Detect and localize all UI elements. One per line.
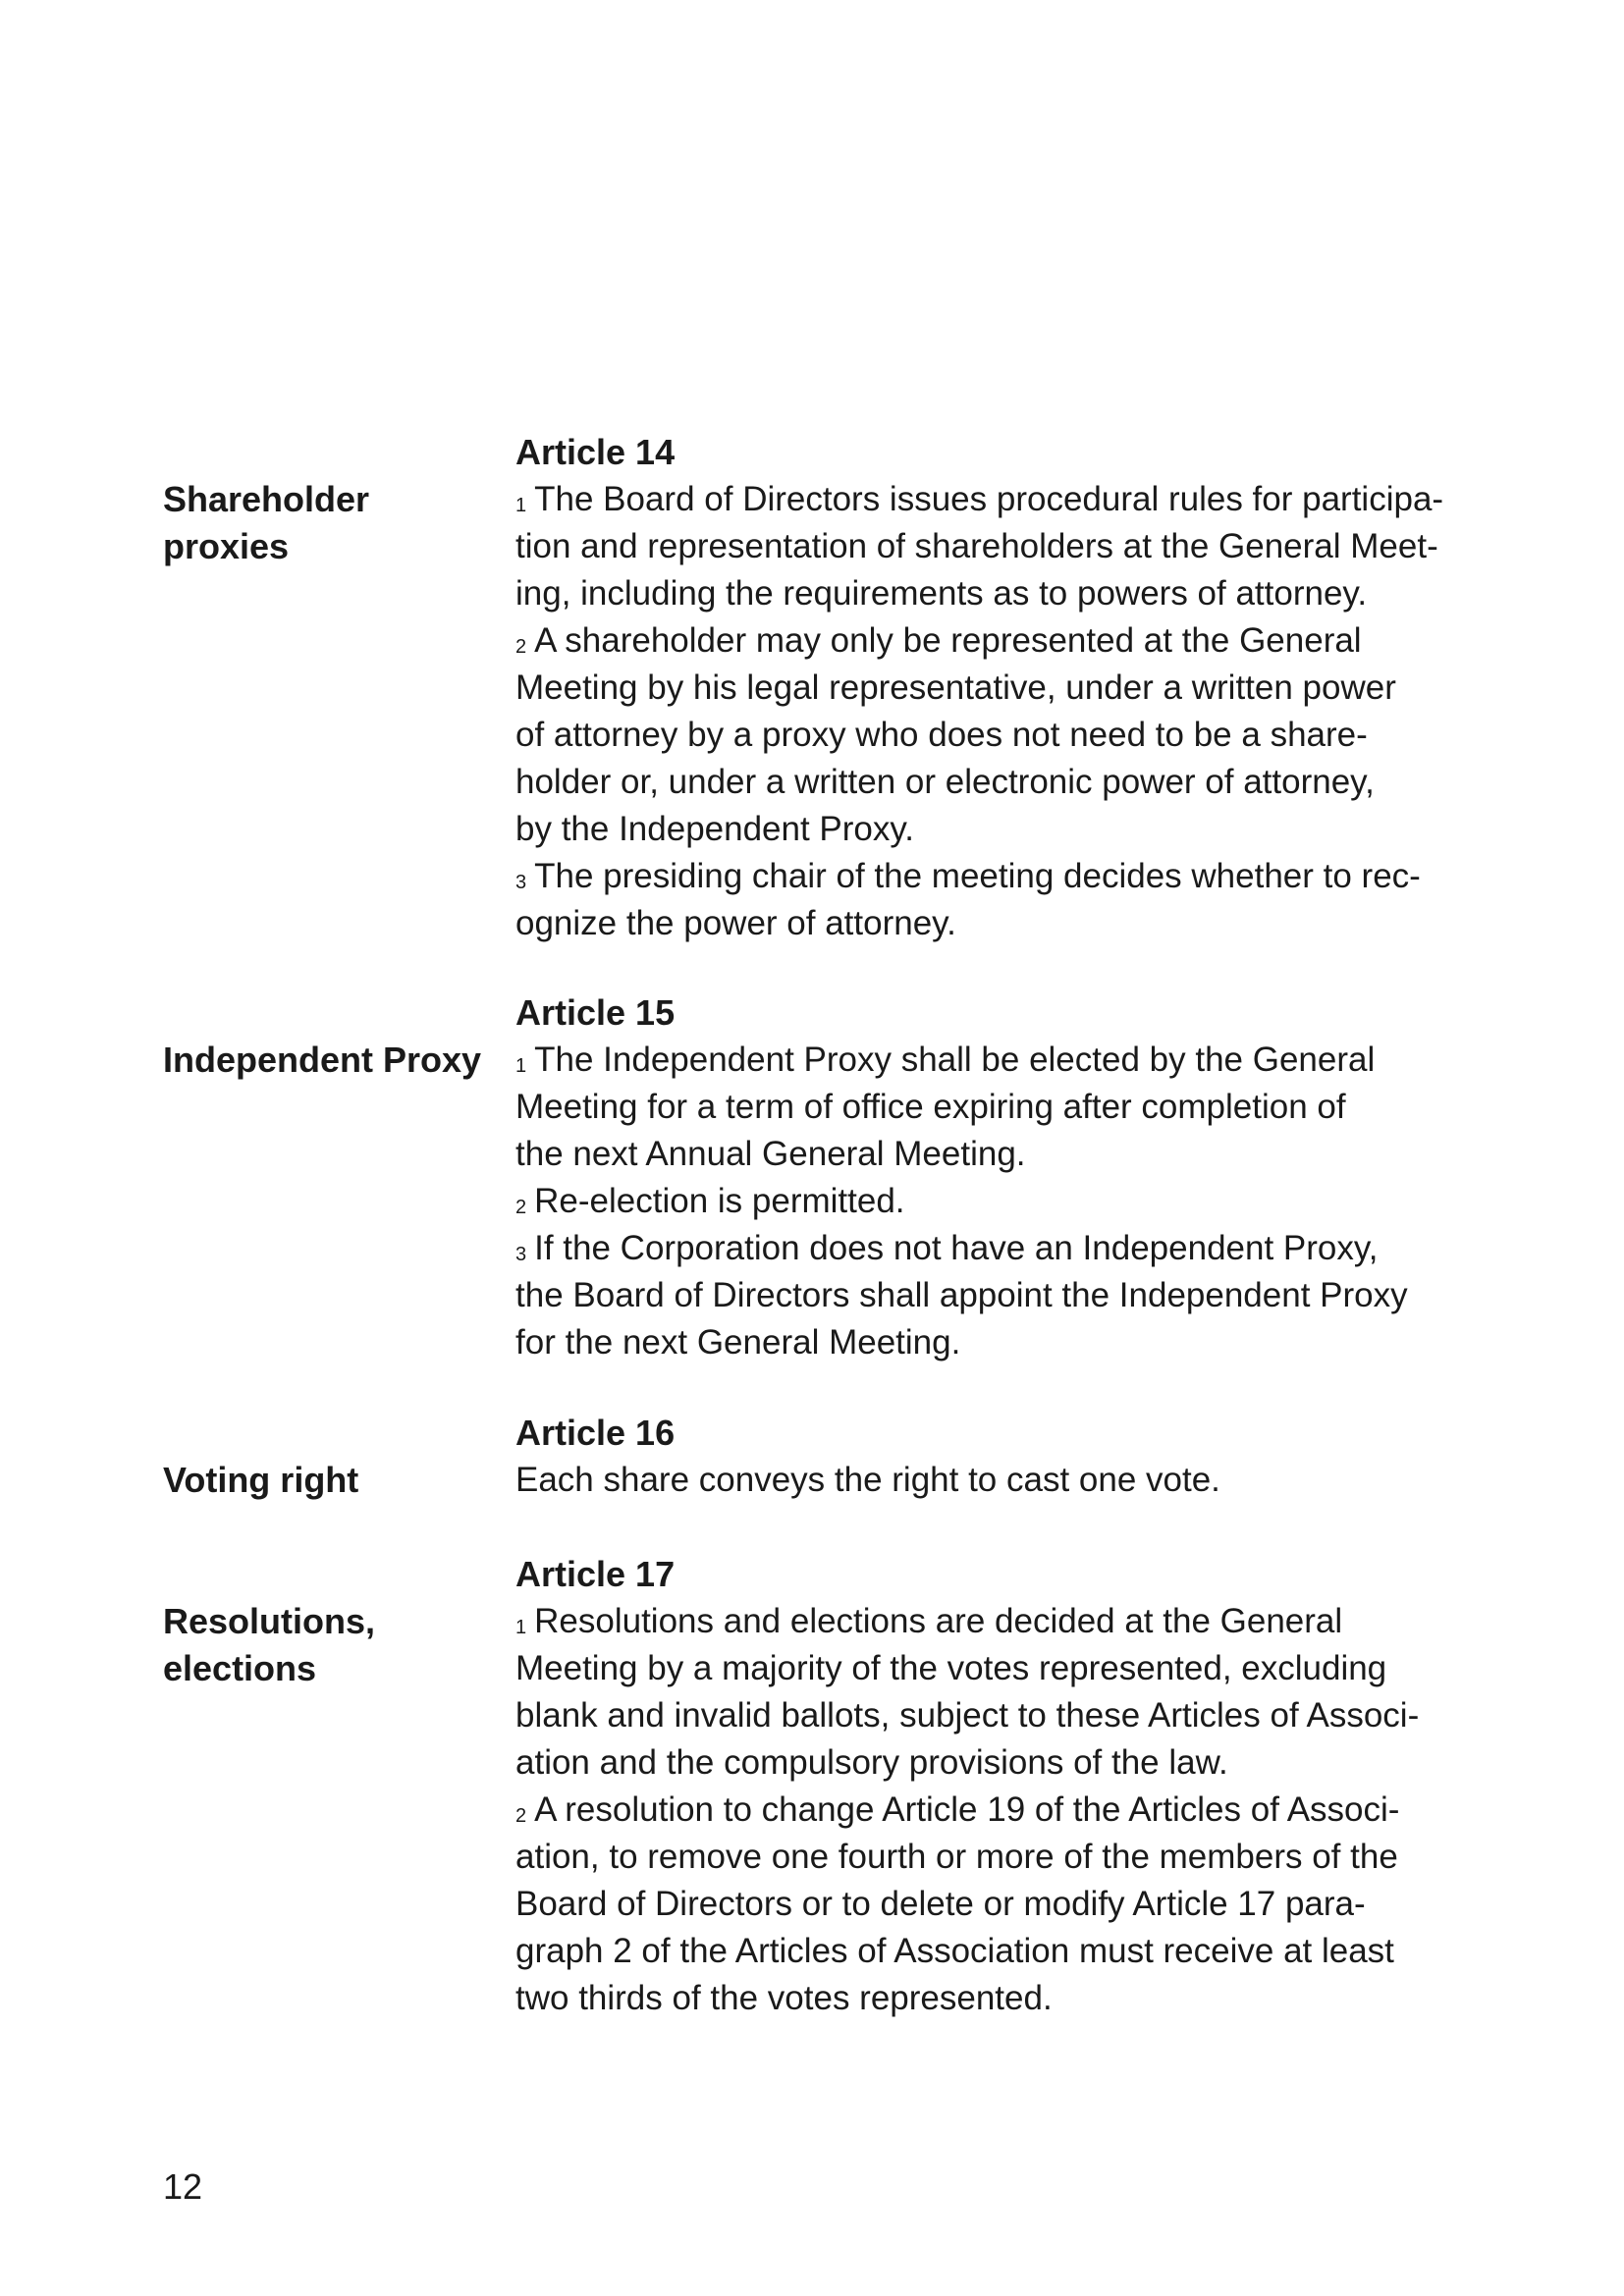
paragraph-line: ation and the compulsory provisions of the law. [515,1743,1228,1782]
page-number: 12 [163,2166,203,2207]
article-content [515,989,1478,1366]
paragraph-line: blank and invalid ballots, subject to these Articles of Associ- [515,1696,1420,1735]
paragraph-line: Each share conveys the right to cast one vote. [515,1461,1220,1499]
paragraph-number: 1 [515,1055,527,1077]
line-text: A resolution to change Article 19 of the Articles of Associ- [534,1790,1400,1829]
line-text: The Independent Proxy shall be elected by the General [534,1041,1376,1079]
line-text: If the Corporation does not have an Independent Proxy, [534,1229,1379,1267]
line-text: The presiding chair of the meeting decides whether to rec- [534,857,1421,895]
paragraph-line: the Board of Directors shall appoint the Independent Proxy [515,1276,1408,1314]
paragraph-line: graph 2 of the Articles of Association must receive at least [515,1932,1394,1970]
paragraph-number: 3 [515,872,527,893]
line-text: Re-election is permitted. [534,1182,905,1220]
paragraph-number: 3 [515,1244,527,1265]
article-content [515,1410,1478,1504]
article-content [515,429,1478,947]
line-text: The Board of Directors issues procedural rules for participa- [534,480,1444,518]
paragraph-number: 1 [515,495,527,516]
article-heading: Article 15 [515,992,676,1033]
paragraph-line [515,617,1478,665]
paragraph-line: ation, to remove one fourth or more of the members of the [515,1838,1398,1876]
line-text: A shareholder may only be represented at the General [534,621,1362,660]
side-heading-line: proxies [163,526,290,566]
side-heading [163,1037,502,1084]
paragraph-line: of attorney by a proxy who does not need to be a share- [515,716,1368,754]
paragraph-line [515,1225,1478,1272]
paragraph-line [515,1787,1478,1834]
side-heading-line: Independent Proxy [163,1040,482,1080]
article-heading: Article 17 [515,1554,676,1594]
paragraph-line [515,476,1478,523]
paragraph-line: ognize the power of attorney. [515,904,956,942]
paragraph-number: 2 [515,636,527,658]
paragraph-line: holder or, under a written or electronic power of attorney, [515,763,1375,801]
side-heading-line: elections [163,1648,317,1688]
paragraph-line: for the next General Meeting. [515,1323,961,1362]
paragraph-line: two thirds of the votes represented. [515,1979,1053,2017]
side-heading [163,476,502,570]
paragraph-number: 1 [515,1617,527,1638]
side-heading [163,1457,502,1504]
side-heading [163,1598,502,1692]
paragraph-line: Meeting by his legal representative, under a written power [515,668,1396,707]
paragraph-line [515,1178,1478,1225]
article-heading: Article 16 [515,1413,676,1453]
paragraph-line [515,1037,1478,1084]
paragraph-line: the next Annual General Meeting. [515,1135,1026,1173]
paragraph-line [515,853,1478,900]
side-heading-line: Shareholder [163,479,370,519]
paragraph-line: Meeting for a term of office expiring after completion of [515,1088,1346,1126]
paragraph-number: 2 [515,1197,527,1218]
article-content [515,1551,1478,2022]
line-text: Resolutions and elections are decided at the General [534,1602,1343,1640]
paragraph-line [515,1598,1478,1645]
paragraph-line: Meeting by a majority of the votes represented, excluding [515,1649,1387,1687]
article-heading: Article 14 [515,432,676,472]
paragraph-line: ing, including the requirements as to powers of attorney. [515,574,1368,613]
paragraph-line: tion and representation of shareholders at the General Meet- [515,527,1438,565]
paragraph-line: Board of Directors or to delete or modify Article 17 para- [515,1885,1366,1923]
side-heading-line: Resolutions, [163,1601,376,1641]
paragraph-number: 2 [515,1805,527,1827]
paragraph-line: by the Independent Proxy. [515,810,915,848]
side-heading-line: Voting right [163,1460,359,1500]
